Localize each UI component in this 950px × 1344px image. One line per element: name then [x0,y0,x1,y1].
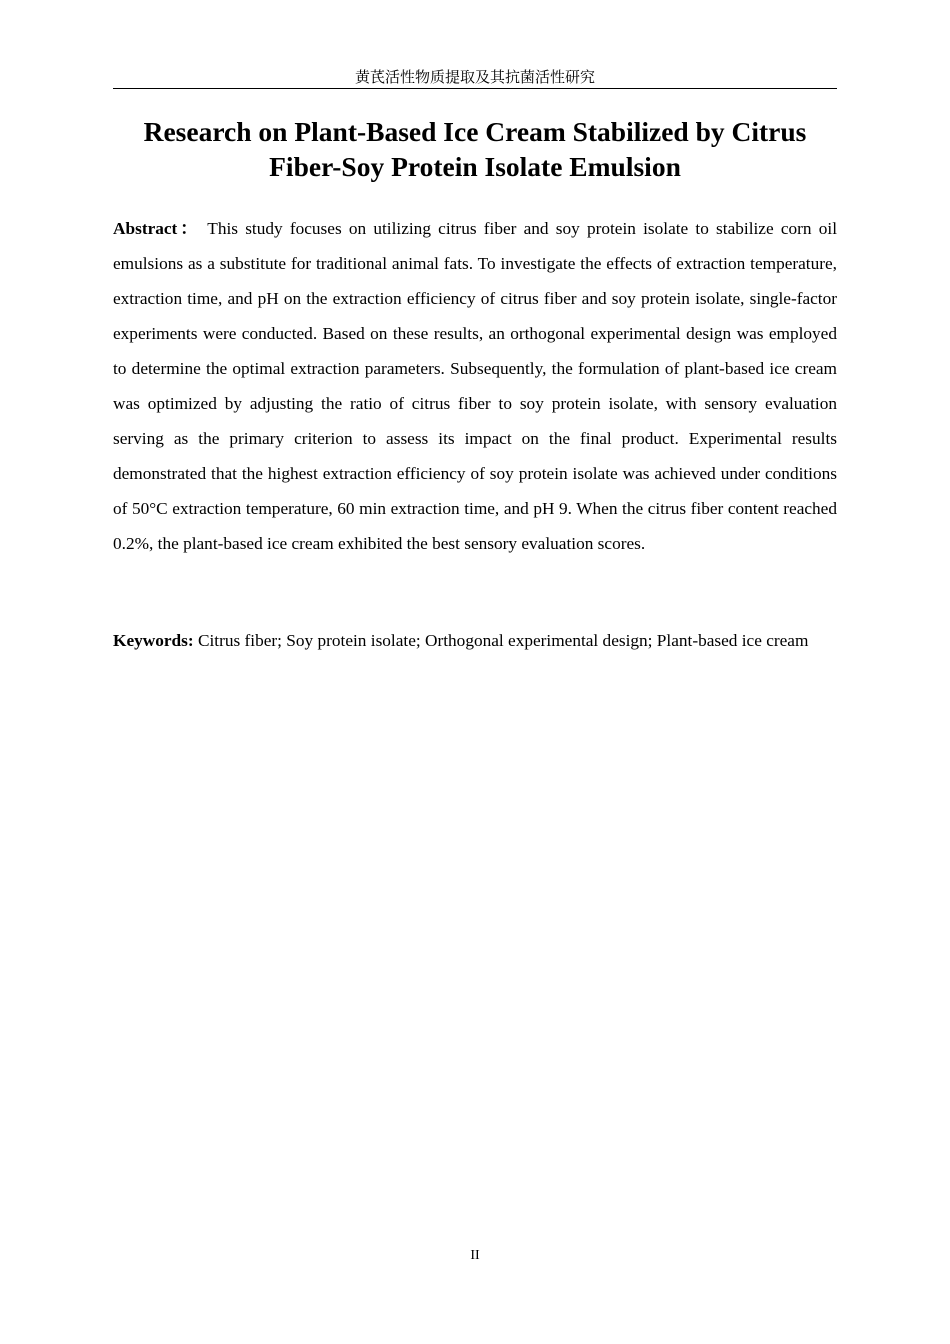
abstract-label: Abstract： [113,219,201,238]
abstract-text: This study focuses on utilizing citrus fiber and soy protein isolate to stabilize corn oil emulsions as a substitute for traditional animal fats. To investigate the effects of extraction temperature, extraction time, and pH on the extraction efficiency of citrus fiber and soy protein isolate, single-factor experiments were conducted. Based on these results, an orthogonal experimental design was employed to determine the optimal extraction parameters. Subsequently, the formulation of plant-based ice cream was optimized by adjusting the ratio of citrus fiber to soy protein isolate, with sensory evaluation serving as the primary criterion to assess its impact on the final product. Experimental results demonstrated that the highest extraction efficiency of soy protein isolate was achieved under conditions of 50°C extraction temperature, 60 min extraction time, and pH 9. When the citrus fiber content reached 0.2%, the plant-based ice cream exhibited the best sensory evaluation scores. [113,219,837,553]
page-number: II [470,1248,480,1263]
running-header: 黄芪活性物质提取及其抗菌活性研究 [354,68,595,86]
abstract-paragraph [113,211,837,561]
keywords-text: Citrus fiber; Soy protein isolate; Orthogonal experimental design; Plant-based ice cream [197,631,809,650]
keywords-paragraph [113,623,837,658]
paper-title: Research on Plant-Based Ice Cream Stabilized by Citrus Fiber-Soy Protein Isolate Emulsion [143,116,807,182]
header-divider [113,88,837,89]
keywords-label: Keywords: [113,631,194,650]
